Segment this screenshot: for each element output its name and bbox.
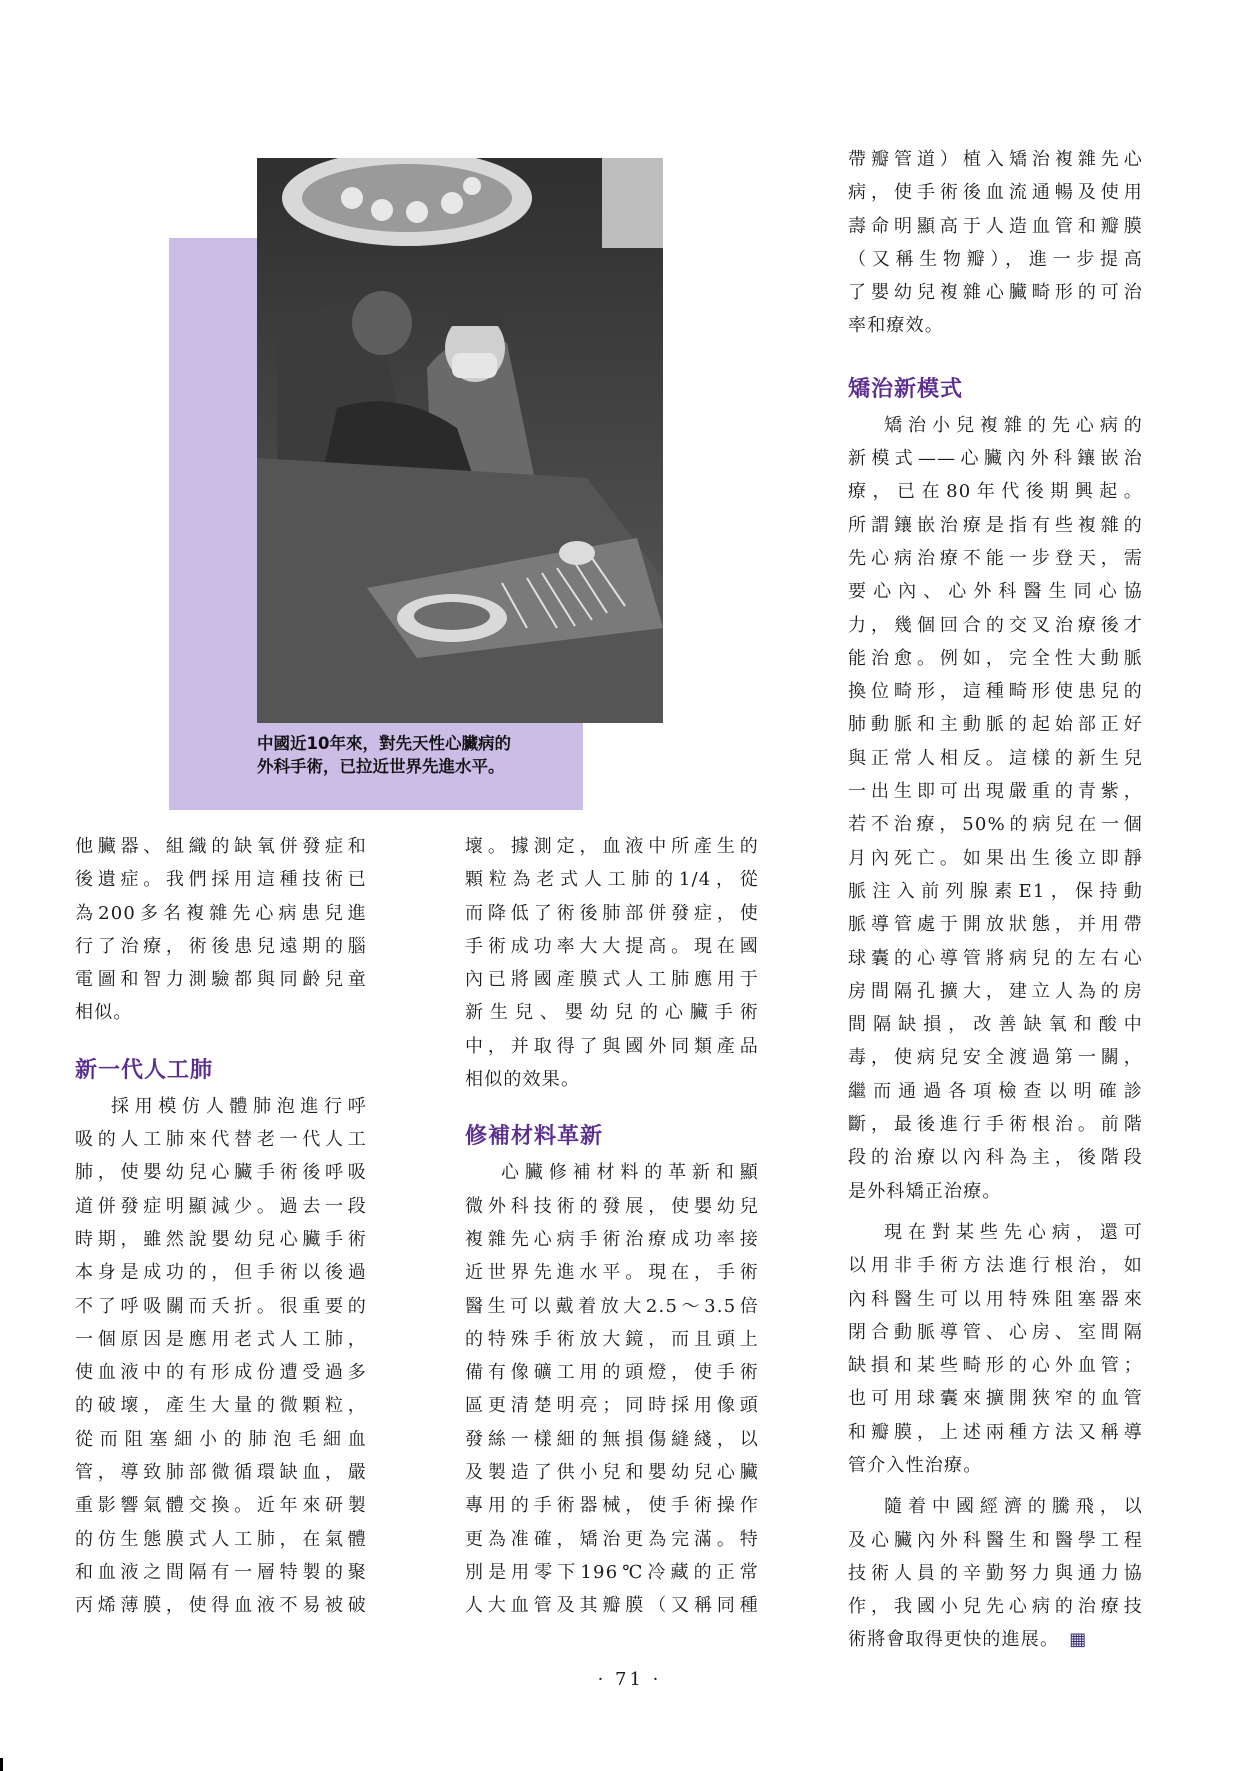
text-line: 毒，使病兒安全渡過第一關， (848, 1047, 1143, 1069)
end-mark-icon: ▦ (1069, 1629, 1088, 1651)
caption-line-1: 中國近10年來，對先天性心臟病的 (257, 734, 511, 753)
text-line: 不了呼吸關而夭折。很重要的 (75, 1295, 367, 1317)
text-line: 房間隔孔擴大，建立人為的房 (848, 980, 1143, 1002)
text-line: 而降低了術後肺部併發症，使 (465, 902, 759, 924)
text-line: 段的治療以內科為主，後階段 (848, 1147, 1143, 1169)
text-line: 採用模仿人體肺泡進行呼 (111, 1095, 367, 1117)
text-line: 也可用球囊來擴開狹窄的血管 (848, 1388, 1143, 1410)
text-line: 肺動脈和主動脈的起始部正好 (848, 714, 1143, 736)
text-line: 發絲一樣細的無損傷縫綫，以 (465, 1428, 759, 1450)
text-line: 是外科矯正治療。 (848, 1180, 1002, 1202)
text-line: 新生兒、嬰幼兒的心臟手術 (465, 1002, 759, 1024)
text-line: 本身是成功的，但手術以後過 (75, 1262, 367, 1284)
text-line: 療，已在80年代後期興起。 (848, 481, 1143, 503)
text-line: 備有像礦工用的頭燈，使手術 (465, 1362, 759, 1384)
text-line: 能治愈。例如，完全性大動脈 (848, 647, 1143, 669)
text-line: 顆粒為老式人工肺的1/4，從 (465, 869, 759, 891)
text-line: 病，使手術後血流通暢及使用 (848, 182, 1143, 204)
text-line: 月內死亡。如果出生後立即靜 (848, 847, 1143, 869)
text-line (848, 1623, 1143, 1656)
text-line-content: 術將會取得更快的進展。 (848, 1629, 1060, 1651)
text-line: 肺，使嬰幼兒心臟手術後呼吸 (75, 1162, 367, 1184)
text-line: 吸的人工肺來代替老一代人工 (75, 1129, 367, 1151)
text-line: 後遺症。我們採用這種技術已 (75, 869, 367, 891)
text-line: 為200多名複雜先心病患兒進 (75, 902, 367, 924)
text-line: 區更清楚明亮；同時採用像頭 (465, 1395, 759, 1417)
text-line: 繼而通過各項檢查以明確診 (848, 1080, 1143, 1102)
text-line: 從而阻塞細小的肺泡毛細血 (75, 1428, 367, 1450)
text-line: 電圖和智力測驗都與同齡兒童 (75, 969, 367, 991)
page-number: · 71 · (597, 1669, 662, 1690)
text-line: 管介入性治療。 (848, 1454, 983, 1476)
text-line: 脈注入前列腺素E1，保持動 (848, 880, 1143, 902)
scan-corner-mark (0, 1758, 3, 1771)
column-2 (465, 830, 759, 1623)
text-line: 近世界先進水平。現在，手術 (465, 1262, 759, 1284)
text-line: 內已將國產膜式人工肺應用于 (465, 969, 759, 991)
text-line: 作，我國小兒先心病的治療技 (848, 1596, 1143, 1618)
text-line: 相似。 (75, 1002, 133, 1024)
col1-paragraph-1 (75, 830, 367, 1030)
text-line: 隨着中國經濟的騰飛，以 (884, 1496, 1143, 1518)
column-1 (75, 830, 367, 1623)
col3-paragraph-4 (848, 1490, 1143, 1656)
text-line: 丙烯薄膜，使得血液不易被破 (75, 1595, 367, 1617)
text-line: 更為准確，矯治更為完滿。特 (465, 1528, 759, 1550)
text-line: 別是用零下196℃冷藏的正常 (465, 1561, 759, 1583)
text-line: 若不治療，50%的病兒在一個 (848, 814, 1143, 836)
text-line: 的仿生態膜式人工肺，在氣體 (75, 1528, 367, 1550)
col2-paragraph-2 (465, 1156, 759, 1622)
text-line: 複雜先心病手術治療成功率接 (465, 1228, 759, 1250)
text-line: 壽命明顯高于人造血管和瓣膜 (848, 215, 1143, 237)
text-line: 與正常人相反。這樣的新生兒 (848, 747, 1143, 769)
col3-paragraph-3 (848, 1216, 1143, 1482)
text-line: 帶瓣管道）植入矯治複雜先心 (848, 149, 1143, 170)
text-line: 一出生即可出現嚴重的青紫， (848, 781, 1143, 803)
text-line: 球囊的心導管將病兒的左右心 (848, 947, 1143, 969)
text-line: 現在對某些先心病，還可 (884, 1221, 1143, 1243)
text-line: 使血液中的有形成份遭受過多 (75, 1362, 367, 1384)
text-line: 以用非手術方法進行根治，如 (848, 1255, 1143, 1277)
col1-paragraph-2 (75, 1090, 367, 1623)
text-line: 矯治小兒複雜的先心病的 (884, 414, 1143, 436)
text-line: 內科醫生可以用特殊阻塞器來 (848, 1288, 1143, 1310)
text-line: 及製造了供小兒和嬰幼兒心臟 (465, 1462, 759, 1484)
text-line: 醫生可以戴着放大2.5～3.5倍 (465, 1295, 759, 1317)
text-line: 斷，最後進行手術根治。前階 (848, 1114, 1143, 1136)
text-line: 的破壞，產生大量的微顆粒， (75, 1395, 367, 1417)
text-line: 道併發症明顯減少。過去一段 (75, 1195, 367, 1217)
text-line: 及心臟內外科醫生和醫學工程 (848, 1529, 1143, 1551)
text-line: 他臟器、組織的缺氧併發症和 (75, 836, 367, 857)
text-line: 相似的效果。 (465, 1069, 581, 1091)
text-line: 率和療效。 (848, 315, 944, 337)
photo-caption (257, 732, 577, 778)
text-line: 技術人員的辛勤努力與通力協 (848, 1562, 1143, 1584)
text-line: 微外科技術的發展，使嬰幼兒 (465, 1195, 759, 1217)
text-line: 閉合動脈導管、心房、室間隔 (848, 1321, 1143, 1343)
text-line: 時期，雖然說嬰幼兒心臟手術 (75, 1228, 367, 1250)
text-line: 行了治療，術後患兒遠期的腦 (75, 935, 367, 957)
text-line: 一個原因是應用老式人工肺， (75, 1328, 367, 1350)
col3-paragraph-1 (848, 143, 1143, 343)
text-line: 新模式——心臟內外科鑲嵌治 (848, 448, 1143, 470)
text-line: 要心內、心外科醫生同心協 (848, 581, 1143, 603)
text-line: 壞。據測定，血液中所產生的 (465, 836, 759, 857)
text-line: 中，并取得了與國外同類產品 (465, 1035, 759, 1057)
text-line: 管，導致肺部微循環缺血，嚴 (75, 1462, 367, 1484)
text-line: 脈導管處于開放狀態，并用帶 (848, 914, 1143, 936)
text-line: 所謂鑲嵌治療是指有些複雜的 (848, 514, 1143, 536)
text-line: 缺損和某些畸形的心外血管； (848, 1355, 1143, 1377)
section-heading: 新一代人工肺 (75, 1057, 214, 1083)
text-line: 的特殊手術放大鏡，而且頭上 (465, 1328, 759, 1350)
col2-paragraph-1 (465, 830, 759, 1096)
text-line: 手術成功率大大提高。現在國 (465, 935, 759, 957)
section-heading: 修補材料革新 (465, 1124, 604, 1150)
surgery-photo (257, 158, 663, 723)
text-line: 專用的手術器械，使手術操作 (465, 1495, 759, 1517)
text-line: 先心病治療不能一步登天，需 (848, 547, 1143, 569)
text-line: 換位畸形，這種畸形使患兒的 (848, 681, 1143, 703)
text-line: 力，幾個回合的交叉治療後才 (848, 614, 1143, 636)
text-line: 心臟修補材料的革新和顯 (501, 1162, 759, 1184)
text-line: 了嬰幼兒複雜心臟畸形的可治 (848, 282, 1143, 304)
col3-paragraph-2 (848, 409, 1143, 1208)
text-line: （又稱生物瓣），進一步提高 (848, 248, 1143, 270)
text-line: 重影響氣體交換。近年來研製 (75, 1495, 367, 1517)
column-3 (848, 143, 1143, 1657)
text-line: 間隔缺損，改善缺氧和酸中 (848, 1014, 1143, 1036)
text-line: 和瓣膜，上述兩種方法又稱導 (848, 1421, 1143, 1443)
text-line: 和血液之間隔有一層特製的聚 (75, 1561, 367, 1583)
caption-line-2: 外科手術，已拉近世界先進水平。 (257, 757, 505, 776)
section-heading: 矯治新模式 (848, 376, 964, 402)
text-line: 人大血管及其瓣膜（又稱同種 (465, 1595, 759, 1617)
